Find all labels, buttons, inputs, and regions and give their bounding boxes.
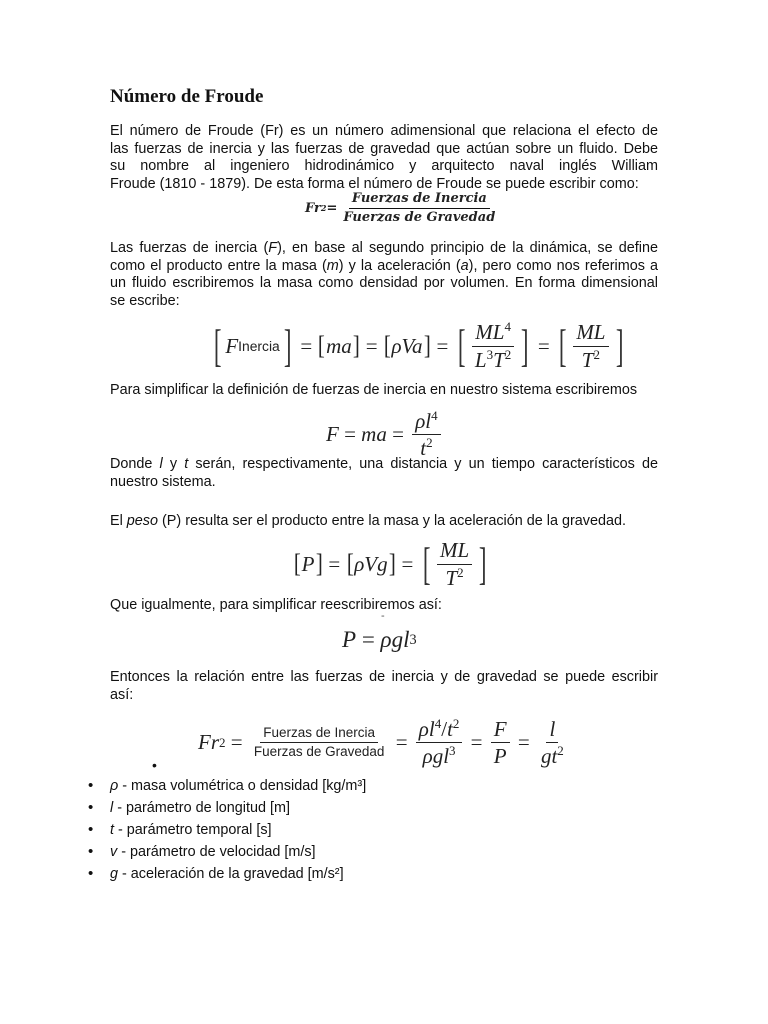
weight-equation: P = ρgl 3 [342,627,417,652]
variables-paragraph [110,456,658,491]
stray-mark: - [381,610,385,622]
list-item: • t - parámetro temporal [s] [88,819,366,841]
intro-line: Froude (1810 - 1879). De esta forma el número de Froude se puede escribir como: [110,175,639,192]
inertia-line: se escribe: [110,292,180,309]
list-item: • g - aceleración de la gravedad [m/s²] [88,863,366,885]
intro-line: El número de Froude (Fr) es un número adimensional que relaciona el efecto de [110,123,658,139]
inertia-line: como el producto entre la masa (m) y la aceleración (a), pero como nos referimos a [110,257,658,274]
weight-dimensional-equation: [ P ] = [ ρVg ] = [ $\frac{ML}{T^2}$ ] [293,538,487,590]
simplify-line: Para simplificar la definición de fuerzas de inercia en nuestro sistema escribiremos [110,382,638,398]
intro-line: su nombre al ingeniero hidrodinámico y arquitecto naval inglés William [110,158,658,174]
stray-bullet: • [152,757,157,773]
list-item: • v - parámetro de velocidad [m/s] [88,841,366,863]
eq6-denominator: Fuerzas de Gravedad [253,744,385,760]
inertia-line: un fluido escribiremos la masa como densidad por volumen. En forma dimensional [110,275,658,291]
eq6-numerator: Fuerzas de Inercia [260,726,378,743]
intro-paragraph [110,123,658,193]
inertia-line: Las fuerzas de inercia (F), en base al segundo principio de la dinámica, se define [110,240,659,256]
list-item: • ρ - masa volumétrica o densidad [kg/m³] [88,775,366,797]
relation-line: Entonces la relación entre las fuerzas de inercia y de gravedad se puede escribir [110,669,658,685]
eq1-equals: = [326,200,338,216]
eq1-fraction [340,192,498,224]
relation-paragraph [110,669,658,704]
eq1-numerator: Fuerzas de Inercia [349,192,490,209]
froude-relation-equation: Fr 2 = $\frac{\text{Fuerzas de Inercia}}{\text{Fuerzas de Gravedad}}$ = $\frac{\rho l^4/t^2}{\rho gl^3}$ = $\frac{F}{P}$ = $\frac{l}{gt^2}$ [198,716,564,769]
intro-line: las fuerzas de inercia y las fuerzas de gravedad que actúan sobre un fluido. Debe [110,140,658,157]
page-title: Número de Froude [110,86,264,107]
eq1-denominator: Fuerzas de Gravedad [343,209,496,225]
simplify-paragraph [110,382,658,400]
eq2-subscript: Inercia [238,338,280,354]
rewrite-line: Que igualmente, para simplificar reescribiremos así: [110,597,442,613]
list-item: • l - parámetro de longitud [m] [88,797,366,819]
eq1-lhs: Fr [305,200,321,216]
variables-line: nuestro sistema. [110,473,216,490]
relation-line: así: [110,686,134,703]
variable-list [88,775,366,885]
inertia-force-equation: F = ma = $\frac{\rho l^4}{t^2}$ [326,410,444,459]
froude-definition-equation: Fr 2 = $\frac{\text{Fuerzas de Inercia}}{\text{Fuerzas de Gravedad}}$ [305,192,501,224]
inertia-dimensional-equation: [ F Inercia ] = [ ma ] = [ ρVa ] = [ $\frac{ML^4}{L^3T^2}$ ] = [ $\frac{ML}{T^2}$ ] [213,319,623,372]
weight-line: El peso (P) resulta ser el producto entre la masa y la aceleración de la gravedad. [110,513,626,529]
variables-line: Donde l y t serán, respectivamente, una distancia y un tiempo característicos de [110,456,658,472]
weight-paragraph [110,513,658,531]
inertia-paragraph [110,240,658,310]
